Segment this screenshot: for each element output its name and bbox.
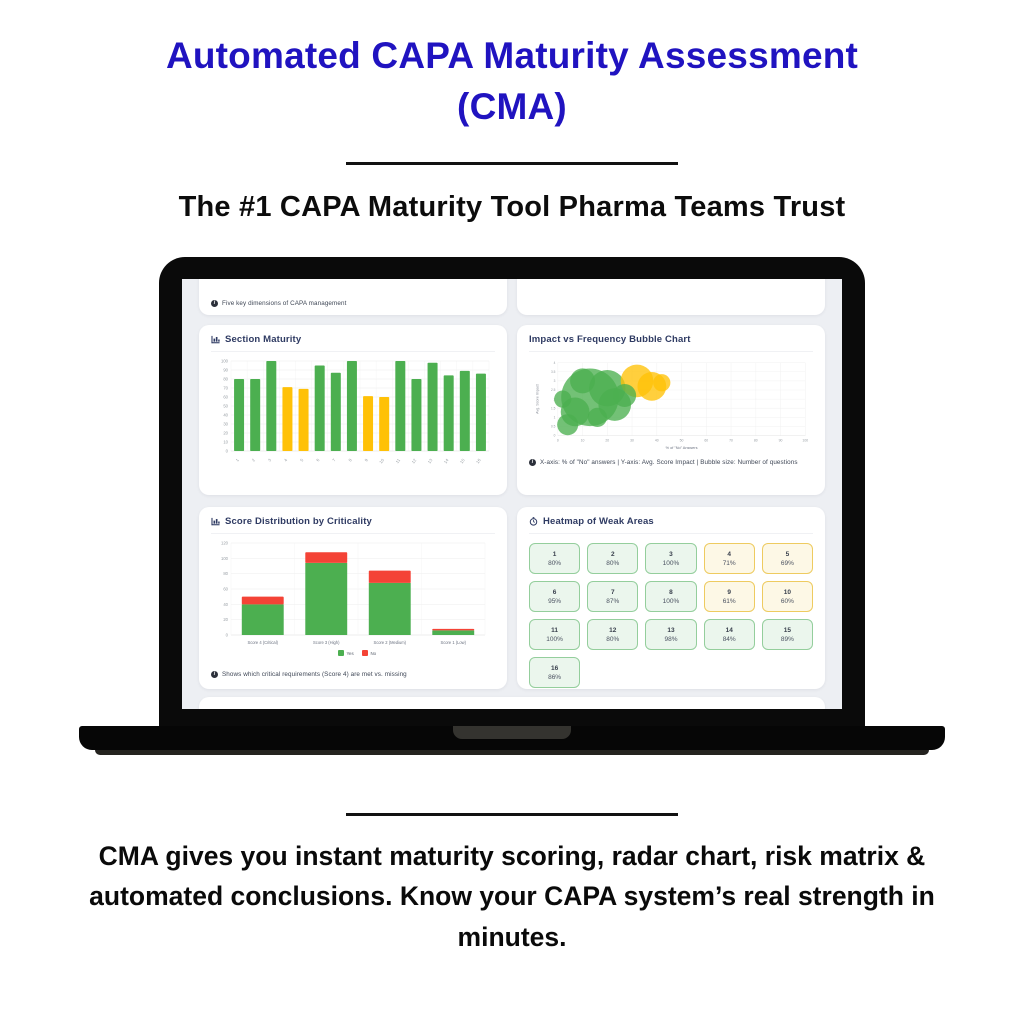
score-distribution-footnote-text: Shows which critical requirements (Score 4) are met vs. missing: [222, 671, 407, 679]
info-icon: i: [211, 300, 218, 307]
heatmap-cell-number: 16: [550, 664, 559, 672]
heatmap-cell-percent: 100%: [662, 597, 680, 605]
section-maturity-title: Section Maturity: [225, 334, 302, 346]
page-title-line2: (CMA): [457, 86, 567, 128]
heatmap-cell-percent: 69%: [780, 559, 794, 567]
score-distribution-title: Score Distribution by Criticality: [225, 516, 372, 528]
svg-text:10: 10: [378, 457, 386, 465]
heatmap-cell-percent: 80%: [606, 559, 620, 567]
bubble-chart: [529, 355, 813, 459]
heatmap-cell-number: 1: [552, 550, 557, 558]
heatmap-cell-percent: 100%: [662, 559, 680, 567]
score-distribution-footnote: [211, 671, 495, 678]
heatmap-cell: [762, 581, 813, 612]
svg-text:14: 14: [442, 457, 450, 465]
bubble-chart-title: Impact vs Frequency Bubble Chart: [529, 334, 691, 346]
heatmap-title: Heatmap of Weak Areas: [543, 516, 654, 528]
svg-text:Score 4 (Critical): Score 4 (Critical): [247, 640, 278, 646]
svg-text:60: 60: [223, 394, 228, 400]
heatmap-cell-percent: 95%: [548, 597, 562, 605]
svg-text:16: 16: [474, 457, 482, 465]
svg-text:100: 100: [221, 358, 228, 364]
svg-text:Score 2 (Medium): Score 2 (Medium): [373, 640, 407, 646]
svg-text:% of "No" Answers: % of "No" Answers: [665, 446, 698, 451]
heatmap-cell-number: 7: [610, 588, 615, 596]
heatmap-cell: [645, 581, 696, 612]
heatmap-cell: [587, 619, 638, 650]
heatmap-grid: [529, 543, 813, 688]
heatmap-cell-number: 3: [669, 550, 673, 558]
page-subtitle: The #1 CAPA Maturity Tool Pharma Teams Trust: [178, 191, 846, 224]
heatmap-cell-number: 15: [783, 626, 792, 634]
top-note-text: Five key dimensions of CAPA management: [222, 300, 347, 308]
bubble-chart-card: [517, 325, 825, 495]
heatmap-cell: [529, 619, 580, 650]
info-icon: i: [211, 671, 218, 678]
svg-text:2.5: 2.5: [551, 388, 556, 393]
heatmap-cell-number: 11: [551, 626, 559, 634]
svg-text:20: 20: [223, 430, 228, 436]
heatmap-cell-number: 5: [785, 550, 790, 558]
heatmap-cell: [587, 543, 638, 574]
svg-text:0: 0: [553, 433, 556, 438]
heatmap-cell: [645, 619, 696, 650]
heatmap-cell: [529, 543, 580, 574]
heatmap-card: [517, 507, 825, 689]
svg-text:4: 4: [553, 360, 556, 365]
svg-text:No: No: [370, 651, 377, 657]
svg-text:60: 60: [223, 586, 228, 592]
svg-text:6: 6: [315, 457, 321, 463]
svg-text:10: 10: [223, 439, 228, 445]
section-maturity-card: [199, 325, 507, 495]
svg-text:70: 70: [729, 438, 733, 443]
heatmap-cell-percent: 84%: [722, 635, 736, 643]
score-distribution-chart: [211, 537, 495, 671]
svg-text:80: 80: [223, 571, 228, 577]
svg-text:3.5: 3.5: [551, 370, 556, 375]
dashboard-screen: [182, 279, 842, 709]
svg-text:90: 90: [778, 438, 783, 443]
svg-text:120: 120: [221, 540, 228, 546]
svg-text:30: 30: [630, 438, 634, 443]
page-title-line1: Automated CAPA Maturity Assessment: [165, 35, 859, 76]
heatmap-cell: [529, 657, 580, 688]
bar-chart-icon: [211, 335, 220, 344]
heatmap-cell: [529, 581, 580, 612]
svg-text:90: 90: [223, 367, 228, 373]
bottom-partial-card: [199, 697, 825, 709]
svg-text:80: 80: [223, 376, 228, 382]
svg-text:100: 100: [802, 438, 809, 443]
heatmap-cell-number: 4: [727, 550, 731, 558]
svg-text:Score 1 (Low): Score 1 (Low): [440, 640, 466, 646]
heatmap-cell: [762, 543, 813, 574]
svg-text:60: 60: [704, 438, 709, 443]
svg-text:3: 3: [553, 379, 556, 384]
svg-text:20: 20: [605, 438, 610, 443]
svg-text:0.5: 0.5: [551, 424, 556, 429]
laptop-bezel: [159, 257, 865, 726]
svg-text:7: 7: [331, 457, 337, 463]
svg-text:Score 3 (High): Score 3 (High): [313, 640, 340, 646]
page-title: [0, 30, 1024, 132]
svg-text:11: 11: [394, 457, 402, 465]
charts-row-1: [199, 325, 825, 495]
top-cards-row: [199, 279, 825, 315]
svg-text:0: 0: [225, 448, 228, 454]
svg-text:0: 0: [225, 632, 228, 638]
svg-text:1: 1: [553, 415, 556, 420]
bubble-chart-header: [529, 334, 813, 352]
svg-text:20: 20: [223, 617, 228, 623]
title-divider: [346, 162, 678, 165]
top-note: [211, 300, 346, 307]
laptop-notch: [453, 726, 571, 739]
heatmap-cell-number: 14: [725, 626, 733, 634]
heatmap-cell-percent: 87%: [606, 597, 620, 605]
heatmap-cell: [762, 619, 813, 650]
section-maturity-header: [211, 334, 495, 352]
svg-text:0: 0: [556, 438, 559, 443]
svg-text:50: 50: [223, 403, 228, 409]
laptop-mockup: [79, 257, 945, 755]
svg-text:40: 40: [654, 438, 659, 443]
footer-divider: [346, 813, 678, 816]
svg-text:100: 100: [221, 555, 228, 561]
svg-text:80: 80: [753, 438, 758, 443]
heatmap-cell-number: 9: [727, 588, 731, 596]
svg-text:Avg. Score Impact: Avg. Score Impact: [535, 384, 540, 415]
heatmap-cell-percent: 61%: [722, 597, 736, 605]
heatmap-cell-percent: 98%: [664, 635, 678, 643]
svg-text:1: 1: [234, 457, 240, 463]
svg-text:40: 40: [223, 601, 228, 607]
heatmap-cell-number: 10: [783, 588, 792, 596]
svg-text:50: 50: [679, 438, 684, 443]
heatmap-cell-percent: 80%: [606, 635, 620, 643]
bottom-row: [199, 697, 825, 709]
heatmap-cell-number: 8: [669, 588, 673, 596]
svg-text:30: 30: [223, 421, 228, 427]
heatmap-cell-number: 2: [610, 550, 615, 558]
heatmap-cell-percent: 80%: [548, 559, 562, 567]
svg-text:9: 9: [363, 457, 369, 463]
top-blank-card: [517, 279, 825, 315]
footer-text: CMA gives you instant maturity scoring, radar chart, risk matrix & automated conclusions. Know your CAPA system’s real strength in minutes.: [89, 841, 935, 952]
heatmap-cell-percent: 100%: [546, 635, 563, 643]
heatmap-cell-percent: 86%: [548, 673, 562, 681]
laptop-base-shadow: [95, 750, 929, 755]
bar-chart-icon: [211, 517, 220, 526]
info-icon: i: [529, 459, 536, 466]
svg-text:5: 5: [298, 457, 305, 463]
top-note-card: [199, 279, 507, 315]
heatmap-cell: [704, 543, 755, 574]
svg-text:1.5: 1.5: [551, 406, 556, 411]
laptop-base: [79, 726, 945, 750]
svg-text:Yes: Yes: [346, 651, 354, 657]
heatmap-cell-number: 6: [552, 588, 557, 596]
svg-text:40: 40: [223, 412, 228, 418]
heatmap-cell: [704, 619, 755, 650]
heatmap-cell: [645, 543, 696, 574]
charts-row-2: [199, 507, 825, 689]
heatmap-header: [529, 516, 813, 534]
heatmap-cell-number: 12: [609, 626, 617, 634]
svg-text:3: 3: [266, 457, 273, 463]
heatmap-cell-percent: 89%: [780, 635, 794, 643]
svg-text:15: 15: [458, 457, 466, 465]
heatmap-cell-percent: 71%: [722, 559, 736, 567]
svg-text:70: 70: [223, 385, 228, 391]
heatmap-cell-percent: 60%: [780, 597, 794, 605]
section-maturity-chart: [211, 355, 495, 481]
bubble-chart-footnote-text: X-axis: % of "No" answers | Y-axis: Avg. Score Impact | Bubble size: Number of questions: [540, 458, 798, 466]
svg-text:10: 10: [580, 438, 585, 443]
clock-icon: [529, 517, 538, 526]
svg-text:12: 12: [410, 457, 418, 465]
score-distribution-header: [211, 516, 495, 534]
bubble-chart-footnote: [529, 459, 813, 466]
heatmap-cell-number: 13: [667, 626, 675, 634]
svg-text:8: 8: [347, 457, 353, 463]
heatmap-cell: [587, 581, 638, 612]
svg-text:13: 13: [426, 457, 434, 465]
heatmap-cell: [704, 581, 755, 612]
svg-text:2: 2: [250, 457, 257, 463]
svg-text:4: 4: [282, 457, 289, 463]
score-distribution-card: [199, 507, 507, 689]
